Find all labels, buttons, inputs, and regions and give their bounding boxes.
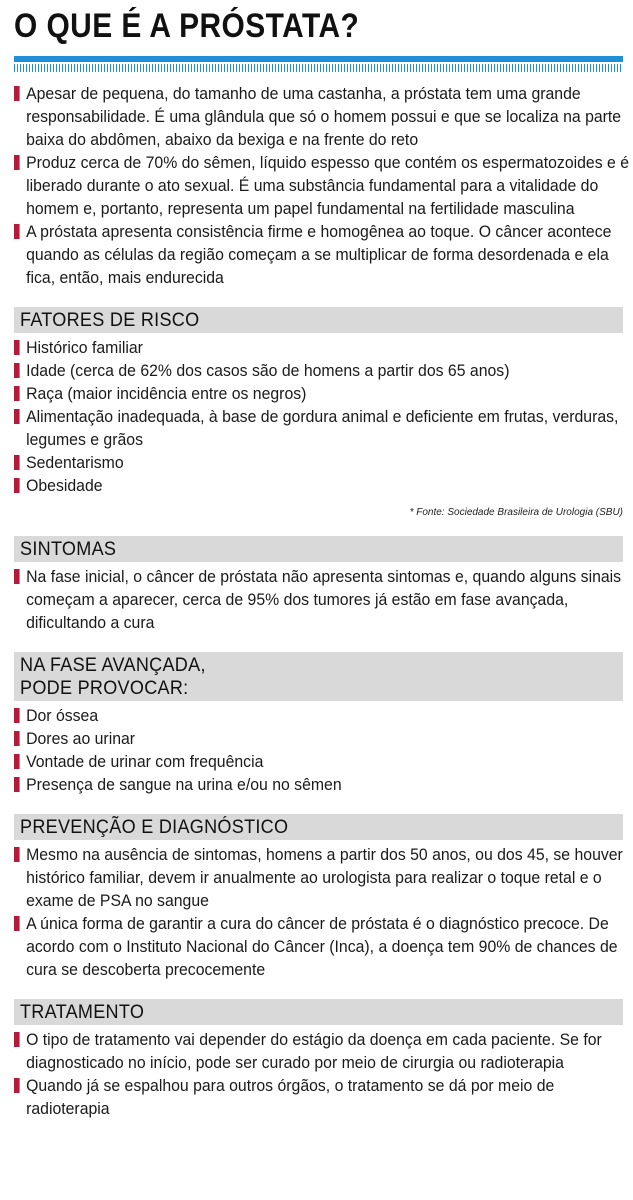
intro-item: Apesar de pequena, do tamanho de uma castanha, a próstata tem uma grande responsabilidade. É uma glândula que só o homem possui e que se localiza na parte baixa do abdômen, abaixo da bexiga e na frente do reto (14, 82, 632, 151)
risk-factors-section (14, 307, 623, 518)
bullet-marker-icon (14, 1032, 20, 1047)
bullet-marker-icon (14, 386, 20, 401)
list-item: Mesmo na ausência de sintomas, homens a partir dos 50 anos, ou dos 45, se houver histórico familiar, devem ir anualmente ao urologista para realizar o toque retal e o exame de PSA no sangue (14, 843, 632, 912)
bullet-marker-icon (14, 363, 20, 378)
title-stripe-pattern (14, 64, 623, 72)
bullet-marker-icon (14, 569, 20, 584)
section-heading: NA FASE AVANÇADA, PODE PROVOCAR: (14, 652, 623, 701)
list-item: Histórico familiar (14, 336, 632, 359)
bullet-marker-icon (14, 478, 20, 493)
advanced-stage-section (14, 652, 623, 796)
list-item: Raça (maior incidência entre os negros) (14, 382, 632, 405)
prevention-diagnosis-section (14, 814, 623, 981)
symptoms-section (14, 536, 623, 634)
section-heading: SINTOMAS (14, 536, 623, 562)
list-item: Presença de sangue na urina e/ou no sêmen (14, 773, 632, 796)
list-item: Vontade de urinar com frequência (14, 750, 632, 773)
list-item: Quando já se espalhou para outros órgãos, o tratamento se dá por meio de radioterapia (14, 1074, 632, 1120)
intro-item: Produz cerca de 70% do sêmen, líquido espesso que contém os espermatozoides e é liberado durante o ato sexual. É uma substância fundamental para a vitalidade do homem e, portanto, representa um papel fundamental na fertilidade masculina (14, 151, 632, 220)
bullet-marker-icon (14, 708, 20, 723)
section-heading: TRATAMENTO (14, 999, 623, 1025)
intro-section (14, 82, 629, 289)
bullet-marker-icon (14, 777, 20, 792)
bullet-marker-icon (14, 455, 20, 470)
list-item: Na fase inicial, o câncer de próstata não apresenta sintomas e, quando alguns sinais começam a aparecer, cerca de 95% dos tumores já estão em fase avançada, dificultando a cura (14, 565, 632, 634)
intro-item: A próstata apresenta consistência firme e homogênea ao toque. O câncer acontece quando as células da região começam a se multiplicar de forma desordenada e ela fica, então, mais endurecida (14, 220, 632, 289)
bullet-marker-icon (14, 224, 20, 239)
list-item: Dores ao urinar (14, 727, 632, 750)
bullet-marker-icon (14, 86, 20, 101)
section-heading: PREVENÇÃO E DIAGNÓSTICO (14, 814, 623, 840)
list-item: Idade (cerca de 62% dos casos são de homens a partir dos 65 anos) (14, 359, 632, 382)
source-note: * Fonte: Sociedade Brasileira de Urologia (SBU) (409, 507, 623, 518)
list-item: Dor óssea (14, 704, 632, 727)
bullet-marker-icon (14, 409, 20, 424)
bullet-marker-icon (14, 731, 20, 746)
list-item: A única forma de garantir a cura do câncer de próstata é o diagnóstico precoce. De acordo com o Instituto Nacional do Câncer (Inca), a doença tem 90% de chances de cura se descoberta precocemente (14, 912, 632, 981)
list-item: Obesidade (14, 474, 632, 497)
bullet-marker-icon (14, 155, 20, 170)
title-underline-bar (14, 56, 623, 62)
list-item: Alimentação inadequada, à base de gordura animal e deficiente em frutas, verduras, legumes e grãos (14, 405, 632, 451)
list-item: O tipo de tratamento vai depender do estágio da doença em cada paciente. Se for diagnosticado no início, pode ser curado por meio de cirurgia ou radioterapia (14, 1028, 632, 1074)
page-title: O QUE É A PRÓSTATA? (14, 7, 360, 45)
bullet-marker-icon (14, 754, 20, 769)
section-heading: FATORES DE RISCO (14, 307, 623, 333)
bullet-marker-icon (14, 847, 20, 862)
bullet-marker-icon (14, 1078, 20, 1093)
bullet-marker-icon (14, 916, 20, 931)
treatment-section (14, 999, 623, 1120)
list-item: Sedentarismo (14, 451, 632, 474)
bullet-marker-icon (14, 340, 20, 355)
